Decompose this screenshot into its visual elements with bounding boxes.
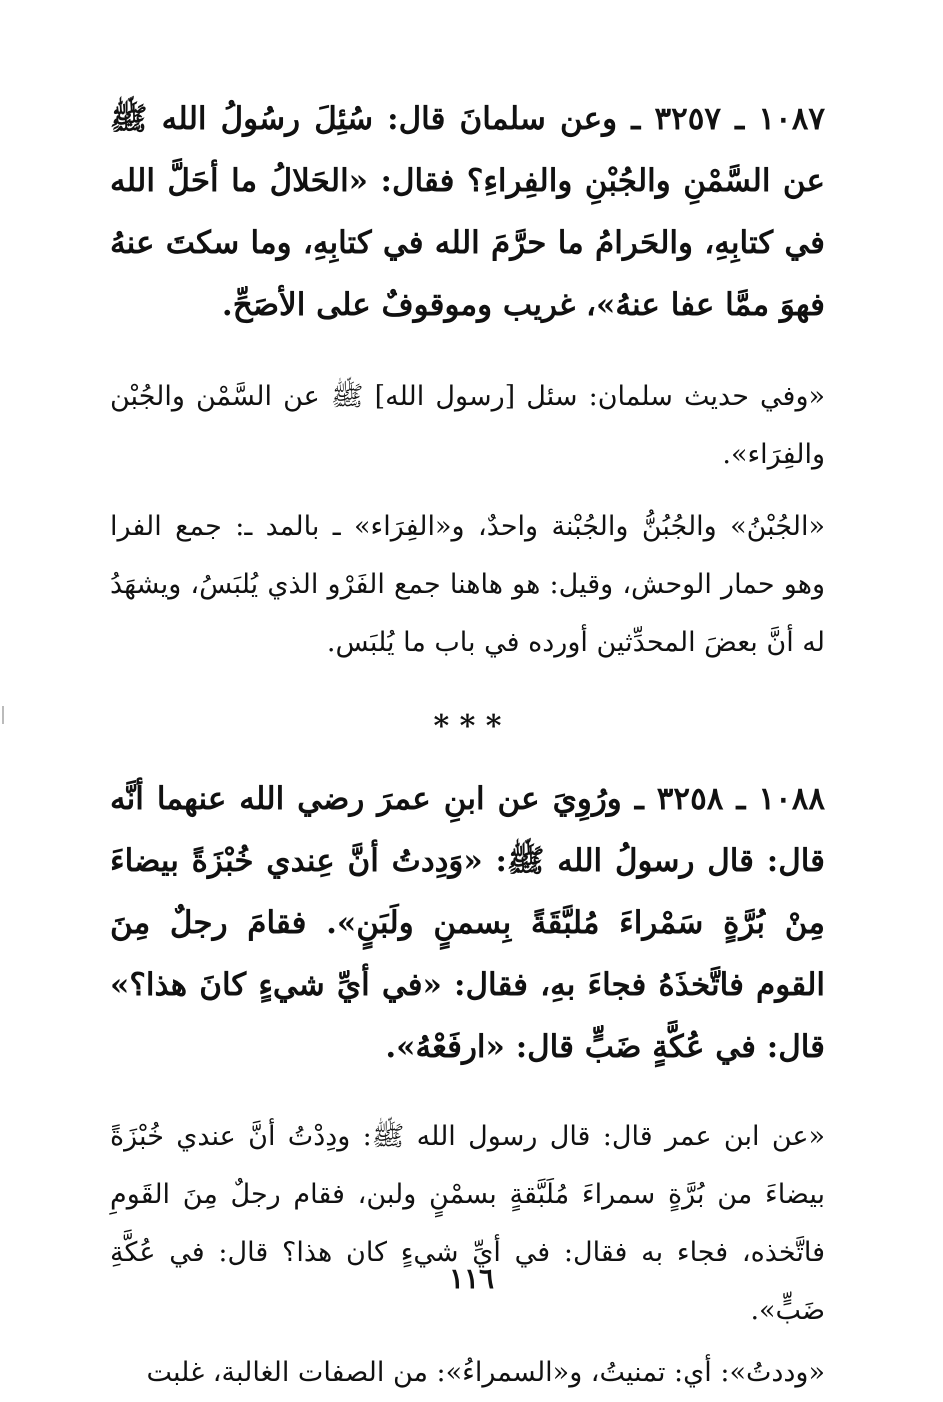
page-number: ١١٦ xyxy=(448,1262,495,1295)
commentary-1088-para-1: «عن ابن عمر قال: قال رسول الله ﷺ: ودِدْتُ أنَّ عندي خُبْزَةً بيضاءَ من بُرَّةٍ سمراءَ مُلَبَّقةٍ بسمْنٍ ولبن، فقام رجلٌ مِنَ القَومِ فاتَّخذه، فجاء به فقال: في أيِّ شيءٍ كان هذا؟ قال: في عُكَّةِ ضَبٍّ». xyxy=(110,1121,825,1326)
commentary-1087-para-1: «وفي حديث سلمان: سئل [رسول الله] ﷺ عن السَّمْن والجُبْن والفِرَاء». xyxy=(110,381,825,470)
scan-edge-mark xyxy=(2,706,4,724)
section-separator: * * * xyxy=(433,709,502,744)
commentary-1087-para-2: «الجُبْنُ» والجُبُنُّ والجُبْنة واحدٌ، و«الفِرَاء» ـ بالمد ـ: جمع الفرا وهو حمار الوحش، وقيل: هو هاهنا جمع الفَرْو الذي يُلبَسُ، ويشهَدُ له أنَّ بعضَ المحدِّثين أورده في باب ما يُلبَس. xyxy=(110,511,825,658)
commentary-1088-para-2: «وددتُ»: أي: تمنيتُ، و«السمراءُ»: من الصفات الغالبة، غلبت xyxy=(146,1357,825,1388)
hadith-1088-text: ١٠٨٨ ـ ٣٢٥٨ ـ ورُوِيَ عن ابنِ عمرَ رضي الله عنهما أنَّه قال: قال رسولُ الله ﷺ: «وَدِدتُ أنَّ عِندي خُبْزَةً بيضاءَ مِنْ بُرَّةٍ سَمْراءَ مُلبَّقَةً بِسمنٍ ولَبَنٍ». فقامَ رجلٌ مِنَ القوم فاتَّخذَهُ فجاءَ بهِ، فقال: «في أيِّ شيءٍ كانَ هذا؟» قال: في عُكَّةٍ ضَبٍّ قال: «ارفَعْهُ». xyxy=(110,781,825,1065)
hadith-1087-text: ١٠٨٧ ـ ٣٢٥٧ ـ وعن سلمانَ قال: سُئِلَ رسُولُ الله ﷺ عن السَّمْنِ والجُبْنِ والفِراءِ؟ فقال: «الحَلالُ ما أحَلَّ الله في كتابِهِ، والحَرامُ ما حرَّمَ الله في كتابِهِ، وما سكتَ عنهُ فهوَ ممَّا عفا عنهُ»، غريب وموقوفٌ على الأصَحِّ. xyxy=(110,101,825,323)
